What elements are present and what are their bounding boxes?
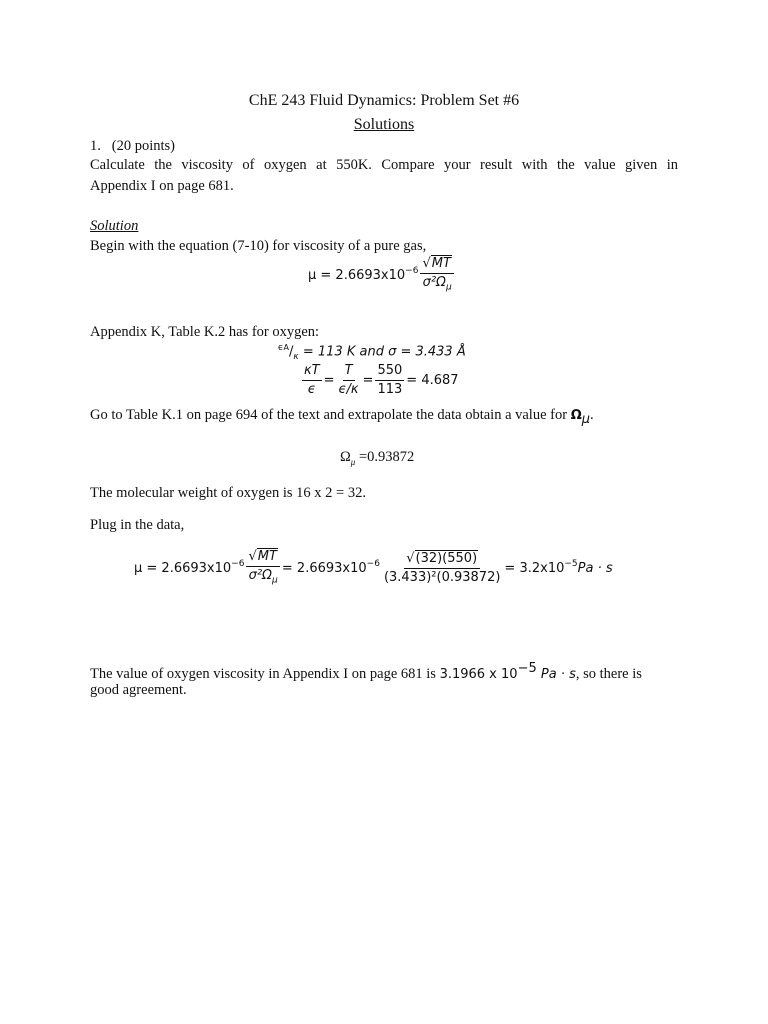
eq1-denominator: σ²Ω: [422, 275, 446, 290]
table-text-body: Go to Table K.1 on page 694 of the text and extrapolate the data obtain a value for: [90, 407, 571, 423]
problem-text-line2: Appendix I on page 681.: [90, 178, 234, 194]
viscosity-equation: [308, 256, 456, 296]
eq2-mid: = 2.6693x10: [281, 561, 367, 577]
problem-points: (20 points): [111, 138, 175, 154]
eq1-lhs: μ = 2.6693x10: [308, 268, 406, 284]
document-subtitle: Solutions: [353, 116, 415, 133]
sqrt-icon: √: [248, 549, 257, 564]
eq2-num2: (32)(550): [415, 551, 478, 567]
problem-number: 1.: [90, 138, 101, 154]
molecular-weight-text: The molecular weight of oxygen is 16 x 2 = 32.: [90, 485, 366, 501]
eps-sub: A: [283, 343, 290, 352]
omega-sub: μ: [350, 456, 356, 467]
ratio-f1-num: κT: [302, 363, 322, 381]
problem-text-line1: Calculate the viscosity of oxygen at 550K. Compare your result with the value given in: [90, 157, 678, 173]
table-symbol-sub: μ: [581, 411, 591, 427]
table-symbol: Ω: [570, 408, 582, 423]
conclusion-text: The value of oxygen viscosity in Appendix I on page 681 is: [90, 665, 440, 682]
omega-value: [340, 448, 414, 471]
plug-text: Plug in the data,: [90, 517, 185, 533]
omega-symbol: Ω: [340, 449, 351, 465]
eq2-den2: (3.433)²(0.93872): [383, 570, 501, 586]
omega-eq: =0.93872: [355, 449, 415, 465]
viscosity-calculation: [134, 549, 613, 589]
table-text: Go to Table K.1 on page 694 of the text and extrapolate the data obtain a value for $\Omega_\mu$.: [90, 407, 594, 427]
eq1-numerator: MT: [431, 256, 451, 271]
eq1-den-sub: μ: [446, 282, 452, 293]
eq2-den1: σ²Ω: [248, 568, 272, 583]
eq2-coef: μ = 2.6693x10: [134, 561, 232, 577]
eq2-num1: MT: [257, 549, 277, 564]
reduced-temperature: $\frac{\kappa T}{\epsilon}$ = $\frac{T}{\epsilon/\kappa}$ = $\frac{550}{113}$ = 4.687: [304, 363, 459, 397]
eq1-fraction: [420, 256, 453, 296]
conclusion-line2: good agreement.: [90, 682, 187, 698]
conclusion-value: 3.1966 x 10: [439, 666, 518, 682]
eq1-exp: −6: [405, 266, 419, 276]
conclusion-exp: −5: [517, 661, 537, 676]
ratio-f3-num: 550: [375, 363, 404, 381]
ratio-f2-den: ϵ/κ: [338, 382, 359, 397]
eps-symbol: ϵ: [278, 343, 284, 353]
oxygen-parameters: $^{\epsilon A}/_\kappa = 113$ K and σ = 3.433 Å: [278, 343, 466, 362]
params-value: = 113 K and σ = 3.433 Å: [302, 344, 466, 360]
eq2-exp: −6: [231, 559, 245, 569]
kappa-symbol: κ: [293, 351, 299, 362]
eq2-unit: Pa · s: [577, 561, 613, 577]
ratio-result: = 4.687: [406, 373, 459, 388]
ratio-f2-num: T: [343, 363, 355, 381]
document-title: ChE 243 Fluid Dynamics: Problem Set #6: [248, 92, 520, 109]
ratio-f3-den: 113: [377, 382, 403, 397]
ratio-f1-den: ϵ: [307, 382, 316, 397]
sqrt-icon: √: [422, 256, 431, 271]
eq2-mid-exp: −6: [366, 559, 380, 569]
eq2-result: = 3.2x10: [504, 561, 565, 577]
problem-header: [90, 137, 175, 155]
solution-intro: Begin with the equation (7-10) for viscosity of a pure gas,: [90, 238, 427, 254]
conclusion-tail: , so there is: [575, 665, 642, 682]
sqrt-icon: √: [406, 551, 415, 567]
conclusion-unit: Pa · s: [536, 666, 576, 682]
eq2-result-exp: −5: [564, 559, 578, 569]
eq2-den1-sub: μ: [272, 575, 278, 586]
appendix-text: Appendix K, Table K.2 has for oxygen:: [90, 324, 320, 340]
solution-heading: Solution: [90, 218, 139, 234]
